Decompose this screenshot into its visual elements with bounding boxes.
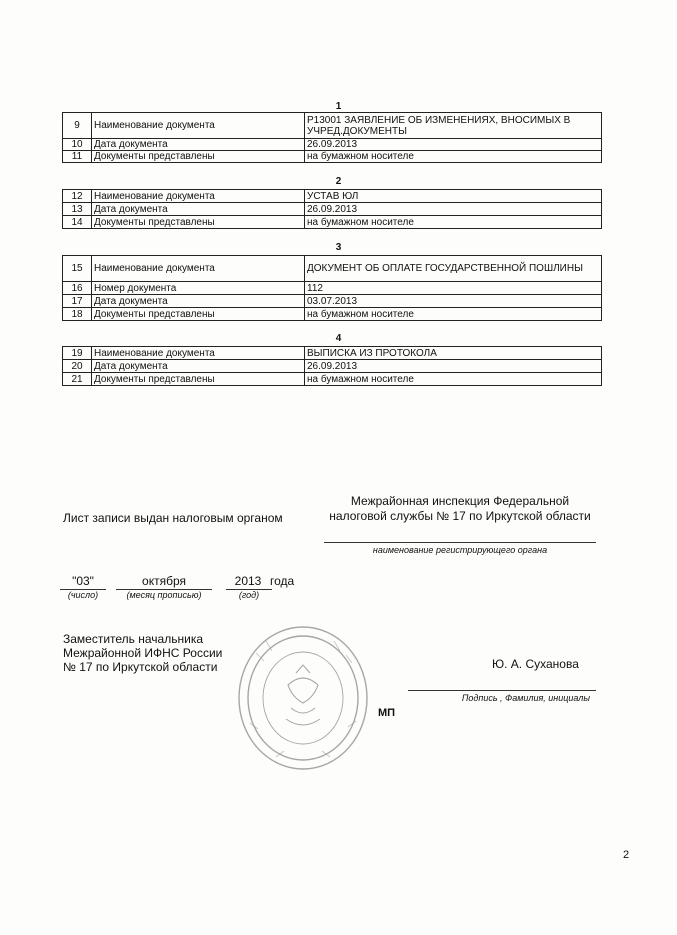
section-number-4: 4 [335,333,342,344]
row-value: 26.09.2013 [305,360,602,373]
row-value: ДОКУМЕНТ ОБ ОПЛАТЕ ГОСУДАРСТВЕННОЙ ПОШЛИНЫ [305,256,602,282]
row-number: 9 [63,113,92,139]
table-row [63,295,602,308]
row-value: 26.09.2013 [305,203,602,216]
signature-caption: Подпись , Фамилия, инициалы [461,693,590,703]
table-row [63,308,602,321]
row-label: Наименование документа [92,256,305,282]
row-value: на бумажном носителе [305,151,602,163]
row-label: Наименование документа [92,190,305,203]
row-label: Дата документа [92,139,305,151]
row-label: Документы представлены [92,373,305,386]
row-value: 112 [305,282,602,295]
row-number: 17 [63,295,92,308]
row-label: Наименование документа [92,113,305,139]
signature-underline [408,690,596,691]
table-row [63,151,602,163]
row-value: на бумажном носителе [305,373,602,386]
official-seal-icon [236,623,370,773]
record-table-2 [62,189,602,229]
date-day: "03" [72,574,94,588]
row-number: 15 [63,256,92,282]
table-row [63,113,602,139]
row-number: 11 [63,151,92,163]
issued-label: Лист записи выдан налоговым органом [63,511,283,525]
row-number: 16 [63,282,92,295]
row-number: 13 [63,203,92,216]
record-table-3 [62,255,602,321]
row-number: 20 [63,360,92,373]
table-row [63,256,602,282]
record-table-4 [62,346,602,386]
table-row [63,216,602,229]
signer-name: Ю. А. Суханова [492,657,579,671]
authority-caption: наименование регистрирующего органа [372,545,548,555]
table-row [63,373,602,386]
row-number: 10 [63,139,92,151]
authority-underline [324,542,596,543]
section-number-3: 3 [335,242,342,253]
table-row [63,139,602,151]
table-row [63,190,602,203]
row-number: 18 [63,308,92,321]
date-month-caption: (месяц прописью) [126,590,202,600]
row-label: Дата документа [92,203,305,216]
row-value: на бумажном носителе [305,216,602,229]
issuing-authority: Межрайонная инспекция Федеральной налоговой службы № 17 по Иркутской области [329,494,591,523]
table-row [63,360,602,373]
row-label: Документы представлены [92,151,305,163]
row-label: Документы представлены [92,216,305,229]
row-number: 21 [63,373,92,386]
date-year-suffix: года [270,574,295,588]
row-label: Дата документа [92,360,305,373]
row-number: 19 [63,347,92,360]
row-value: Р13001 ЗАЯВЛЕНИЕ ОБ ИЗМЕНЕНИЯХ, ВНОСИМЫХ В УЧРЕД.ДОКУМЕНТЫ [305,113,602,139]
row-number: 14 [63,216,92,229]
table-row [63,203,602,216]
row-label: Дата документа [92,295,305,308]
row-value: ВЫПИСКА ИЗ ПРОТОКОЛА [305,347,602,360]
section-number-2: 2 [335,176,342,187]
row-value: 03.07.2013 [305,295,602,308]
record-table-1 [62,112,602,163]
row-label: Наименование документа [92,347,305,360]
row-value: УСТАВ ЮЛ [305,190,602,203]
date-day-caption: (число) [67,590,99,600]
row-value: на бумажном носителе [305,308,602,321]
signer-position: Заместитель начальника Межрайонной ИФНС России № 17 по Иркутской области [63,632,223,674]
date-year-caption: (год) [238,590,260,600]
date-month: октября [142,574,186,588]
seal-mark: МП [378,707,396,719]
row-value: 26.09.2013 [305,139,602,151]
section-number-1: 1 [335,101,342,112]
table-row [63,347,602,360]
row-number: 12 [63,190,92,203]
page-number: 2 [623,849,630,861]
table-row [63,282,602,295]
row-label: Номер документа [92,282,305,295]
row-label: Документы представлены [92,308,305,321]
date-year: 2013 [234,574,262,588]
